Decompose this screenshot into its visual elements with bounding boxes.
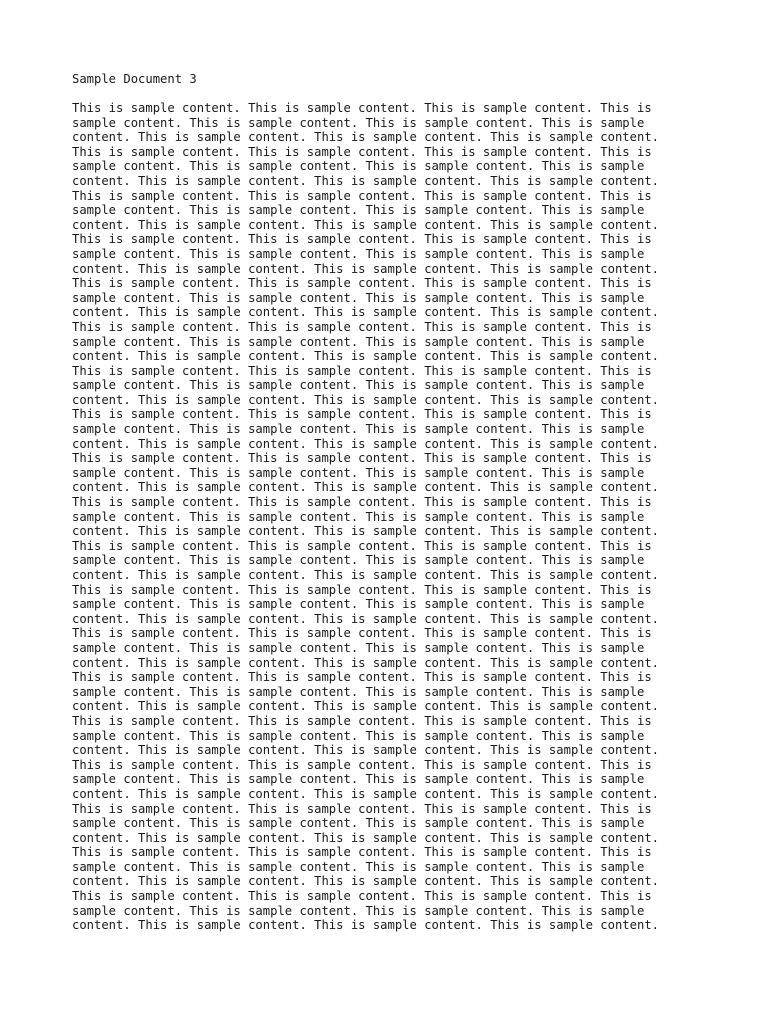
text-line: content. This is sample content. This is sample content. This is sample content. (72, 568, 659, 582)
text-line: This is sample content. This is sample content. This is sample content. This is (72, 407, 652, 422)
text-line: This is sample content. This is sample content. This is sample content. This is (72, 232, 652, 247)
text-line: sample content. This is sample content. This is sample content. This is sample (72, 465, 645, 480)
text-line: content. This is sample content. This is sample content. This is sample content. (72, 830, 659, 845)
text-line: content. This is sample content. This is sample content. This is sample content. (72, 305, 659, 320)
text-line: content. This is sample content. This is sample content. This is sample content. (72, 699, 659, 714)
text-line: This is sample content. This is sample content. This is sample content. This is (72, 363, 652, 378)
text-line: content. This is sample content. This is sample content. This is sample content. (72, 349, 659, 364)
text-line: content. This is sample content. This is sample content. This is sample content. (72, 918, 659, 933)
document-body (72, 101, 659, 933)
text-line: content. This is sample content. This is sample content. This is sample content. (72, 436, 659, 451)
text-line: This is sample content. This is sample content. This is sample content. This is (72, 495, 652, 510)
text-line: This is sample content. This is sample content. This is sample content. This is (72, 451, 652, 466)
text-line: This is sample content. This is sample content. This is sample content. This is (72, 626, 652, 641)
text-line: This is sample content. This is sample content. This is sample content. This is (72, 889, 652, 904)
text-line: content. This is sample content. This is sample content. This is sample content. (72, 786, 659, 801)
text-line: sample content. This is sample content. This is sample content. This is sample (72, 290, 645, 305)
text-line: sample content. This is sample content. This is sample content. This is sample (72, 597, 645, 612)
text-line: sample content. This is sample content. This is sample content. This is sample (72, 859, 645, 874)
text-line: This is sample content. This is sample content. This is sample content. This is (72, 188, 652, 203)
text-line: sample content. This is sample content. This is sample content. This is sample (72, 903, 645, 918)
text-line: This is sample content. This is sample content. This is sample content. This is (72, 670, 652, 685)
text-line: sample content. This is sample content. This is sample content. This is sample (72, 509, 645, 524)
text-line: sample content. This is sample content. This is sample content. This is sample (72, 684, 645, 699)
text-line: sample content. This is sample content. This is sample content. This is sample (72, 816, 645, 831)
text-line: content. This is sample content. This is sample content. This is sample content. (72, 611, 659, 626)
text-line: This is sample content. This is sample content. This is sample content. This is (72, 276, 652, 291)
text-line: content. This is sample content. This is sample content. This is sample content. (72, 874, 659, 889)
text-line: sample content. This is sample content. This is sample content. This is sample (72, 553, 645, 568)
text-line: sample content. This is sample content. This is sample content. This is sample (72, 378, 645, 393)
text-line: sample content. This is sample content. This is sample content. This is sample (72, 159, 645, 174)
text-line: This is sample content. This is sample content. This is sample content. This is (72, 845, 652, 860)
text-line: sample content. This is sample content. This is sample content. This is sample (72, 246, 645, 261)
text-line: content. This is sample content. This is sample content. This is sample content. (72, 392, 659, 407)
text-line: sample content. This is sample content. This is sample content. This is sample (72, 728, 645, 743)
text-line: sample content. This is sample content. This is sample content. This is sample (72, 334, 645, 349)
text-line: sample content. This is sample content. This is sample content. This is sample (72, 422, 645, 437)
text-line: content. This is sample content. This is sample content. This is sample content. (72, 173, 659, 188)
text-line: content. This is sample content. This is sample content. This is sample content. (72, 743, 659, 758)
text-line: This is sample content. This is sample content. This is sample content. This is (72, 538, 652, 553)
text-line: This is sample content. This is sample content. This is sample content. This is (72, 757, 652, 772)
text-line: This is sample content. This is sample content. This is sample content. This is (72, 144, 652, 159)
text-line: content. This is sample content. This is sample content. This is sample content. (72, 261, 659, 276)
text-line: This is sample content. This is sample content. This is sample content. This is (72, 582, 652, 597)
text-line: content. This is sample content. This is sample content. This is sample content. (72, 655, 659, 670)
text-line: content. This is sample content. This is sample content. This is sample content. (72, 130, 659, 145)
text-line: sample content. This is sample content. This is sample content. This is sample (72, 203, 645, 218)
text-line: sample content. This is sample content. This is sample content. This is sample (72, 640, 645, 655)
text-line: content. This is sample content. This is sample content. This is sample content. (72, 217, 659, 232)
text-line: This is sample content. This is sample content. This is sample content. This is (72, 319, 652, 334)
text-line: sample content. This is sample content. This is sample content. This is sample (72, 115, 645, 130)
text-line: This is sample content. This is sample content. This is sample content. This is (72, 801, 652, 816)
text-line: content. This is sample content. This is sample content. This is sample content. (72, 524, 659, 539)
text-line: This is sample content. This is sample content. This is sample content. This is (72, 101, 652, 115)
document-title: Sample Document 3 (72, 72, 197, 86)
text-line: This is sample content. This is sample content. This is sample content. This is (72, 713, 652, 728)
text-line: content. This is sample content. This is sample content. This is sample content. (72, 480, 659, 495)
text-line: sample content. This is sample content. This is sample content. This is sample (72, 772, 645, 787)
